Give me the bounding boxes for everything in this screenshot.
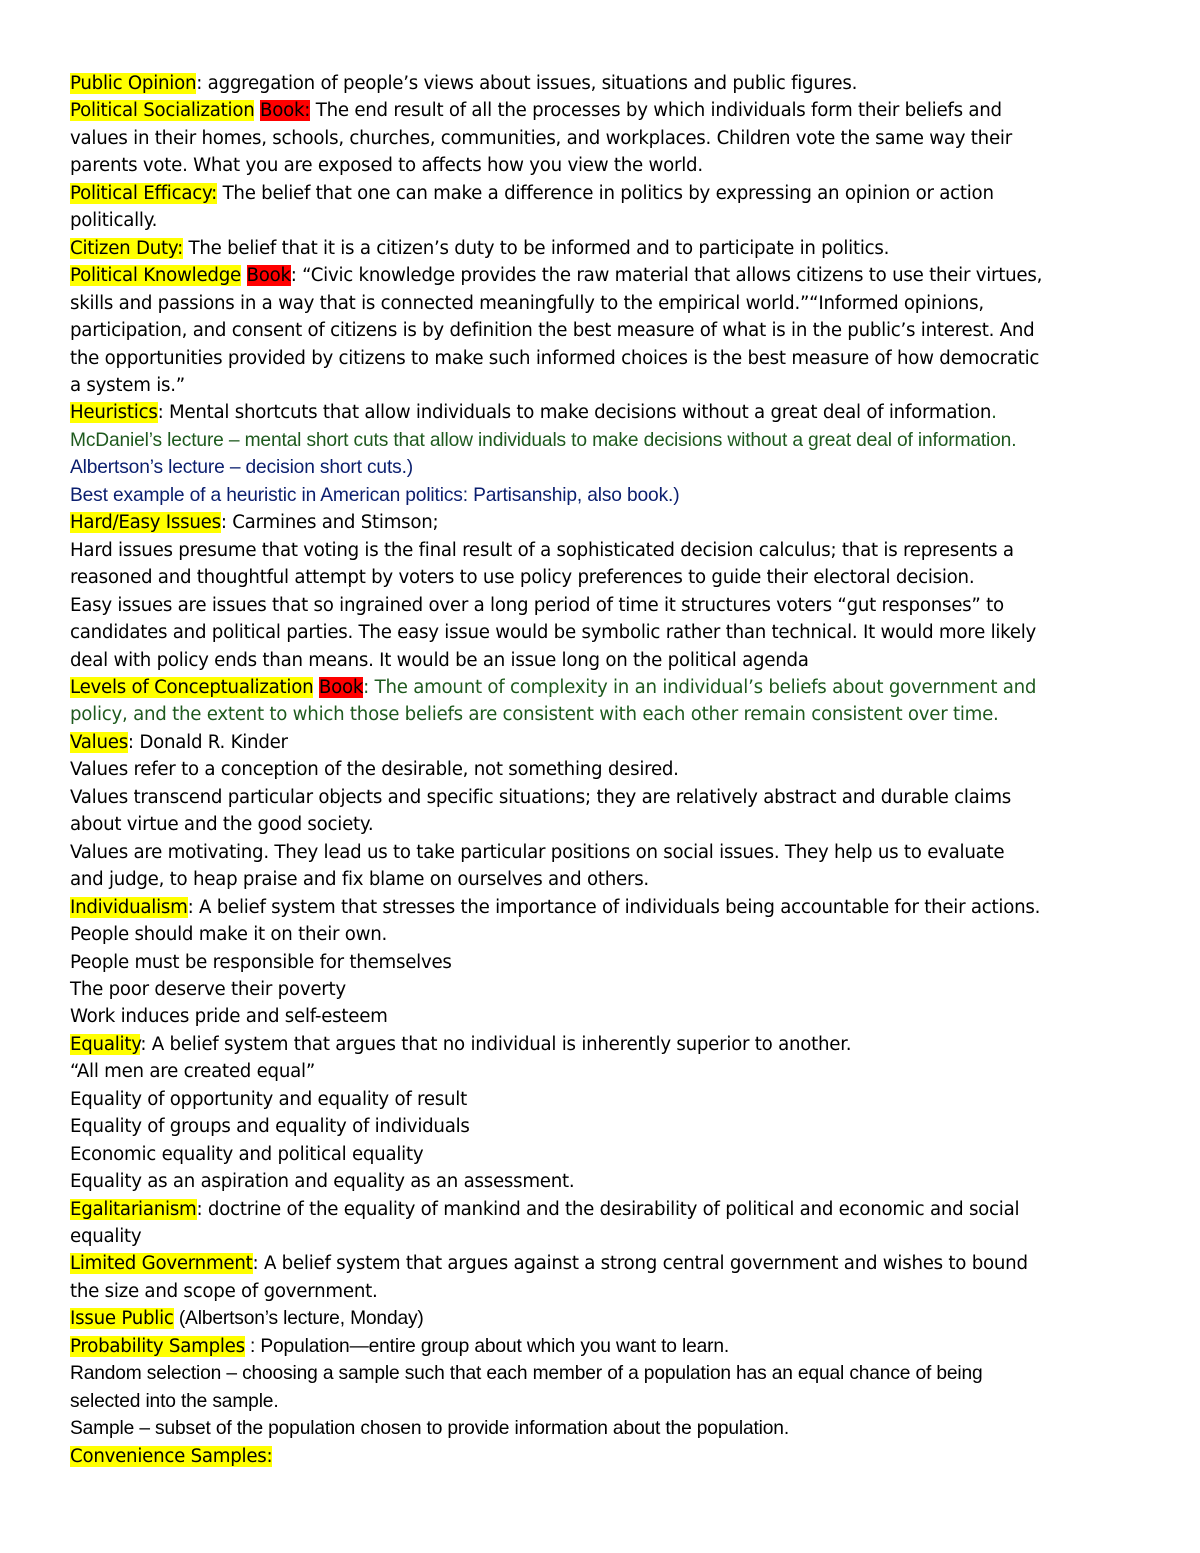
term-highlight: Levels of Conceptualization [70, 676, 314, 698]
text-run: Work induces pride and self-esteem [70, 1006, 388, 1028]
text-line [70, 1058, 1132, 1085]
text-run: about virtue and the good society. [70, 814, 374, 836]
text-run: Best example of a heuristic in American politics: Partisanship, also book.) [70, 484, 680, 506]
term-highlight: Probability Samples [70, 1335, 245, 1357]
text-line [70, 647, 1132, 674]
text-run: Equality of groups and equality of individuals [70, 1116, 470, 1138]
text-line [70, 207, 1132, 234]
text-line [70, 619, 1132, 646]
text-run: candidates and political parties. The easy issue would be symbolic rather than technical. It would more likely [70, 622, 1037, 644]
text-run: : The amount of complexity in an individual’s beliefs about government and [363, 676, 1037, 698]
text-line [70, 1141, 1132, 1168]
text-line [70, 564, 1132, 591]
text-line [70, 1113, 1132, 1140]
text-run: values in their homes, schools, churches, communities, and workplaces. Children vote the same way their [70, 127, 1012, 149]
text-line [70, 427, 1132, 454]
text-run: : “Civic knowledge provides the raw material that allows citizens to use their virtues, [290, 265, 1043, 287]
text-run: (Albertson’s lecture, Monday) [173, 1308, 424, 1330]
text-run: selected into the sample. [70, 1390, 279, 1412]
text-run: policy, and the extent to which those beliefs are consistent with each other remain consistent over time. [70, 704, 999, 726]
text-line [70, 592, 1132, 619]
text-line [70, 1360, 1132, 1387]
text-run: Random selection – choosing a sample such that each member of a population has an equal chance of being [70, 1363, 983, 1385]
text-run: : doctrine of the equality of mankind and the desirability of political and economic and social [196, 1198, 1020, 1220]
text-run: Hard issues presume that voting is the final result of a sophisticated decision calculus; that is represents a [70, 539, 1014, 561]
text-line [70, 1443, 1132, 1470]
text-line [70, 235, 1132, 262]
text-run: People should make it on their own. [70, 924, 388, 946]
text-run: : A belief system that argues that no individual is inherently superior to another. [140, 1033, 852, 1055]
term-highlight: Heuristics [70, 402, 158, 424]
text-run: Albertson’s lecture – decision short cuts.) [70, 457, 414, 479]
text-run: : Mental shortcuts that allow individuals to make decisions without a great deal of information [157, 402, 992, 424]
text-run: Equality as an aspiration and equality as an assessment. [70, 1171, 575, 1193]
text-run: the size and scope of government. [70, 1280, 378, 1302]
text-run: equality [70, 1226, 142, 1248]
term-highlight: Political Knowledge [70, 265, 241, 287]
text-run [241, 265, 247, 286]
text-line [70, 701, 1132, 728]
text-line [70, 317, 1132, 344]
text-run: : Population—entire group about which you want to learn. [244, 1335, 730, 1357]
text-run: the opportunities provided by citizens to make such informed choices is the best measure of how democratic [70, 347, 1040, 369]
term-highlight: Individualism [70, 896, 188, 918]
text-line [70, 1003, 1132, 1030]
text-run: Values are motivating. They lead us to take particular positions on social issues. They help us to evaluate [70, 841, 1005, 863]
text-line [70, 152, 1132, 179]
text-line [70, 921, 1132, 948]
text-line [70, 949, 1132, 976]
text-line [70, 866, 1132, 893]
text-run: Easy issues are issues that so ingrained over a long period of time it structures voters “gut responses” to [70, 594, 1004, 616]
text-line [70, 1305, 1132, 1332]
text-line [70, 784, 1132, 811]
text-run: The belief that it is a citizen’s duty to be informed and to participate in politics. [182, 237, 890, 259]
text-line [70, 1278, 1132, 1305]
text-run: : Donald R. Kinder [127, 731, 288, 753]
text-run: : A belief system that argues against a strong central government and wishes to bound [252, 1253, 1028, 1275]
term-highlight: Issue Public [70, 1308, 174, 1330]
text-run: : aggregation of people’s views about issues, situations and public figures. [196, 73, 858, 94]
text-line [70, 729, 1132, 756]
term-highlight: Equality [70, 1033, 141, 1055]
text-run: The poor deserve their poverty [70, 978, 346, 1000]
text-line [70, 1168, 1132, 1195]
term-highlight: Political Socialization [70, 100, 255, 122]
text-run: “All men are created equal” [70, 1061, 316, 1083]
text-run: skills and passions in a way that is connected meaningfully to the empirical world.”“Informed opinions, [70, 292, 984, 314]
term-highlight: Citizen Duty: [70, 237, 183, 259]
text-run: . [991, 402, 997, 424]
text-run: Sample – subset of the population chosen to provide information about the population. [70, 1418, 790, 1440]
text-run: and judge, to heap praise and fix blame on ourselves and others. [70, 869, 649, 891]
text-line [70, 345, 1132, 372]
text-run: reasoned and thoughtful attempt by voters to use policy preferences to guide their electoral decision. [70, 567, 975, 589]
book-tag: Book [318, 676, 364, 698]
term-highlight: Public Opinion [70, 73, 197, 94]
text-line [70, 125, 1132, 152]
text-run: People must be responsible for themselves [70, 951, 452, 973]
term-highlight: Egalitarianism [70, 1198, 197, 1220]
text-line [70, 894, 1132, 921]
text-line [70, 372, 1132, 399]
text-run: Values refer to a conception of the desirable, not something desired. [70, 759, 679, 781]
text-line [70, 1196, 1132, 1223]
term-highlight: Convenience Samples: [70, 1445, 273, 1467]
text-run: McDaniel’s lecture – mental short cuts that allow individuals to make decisions without a great deal of information. [70, 429, 1017, 451]
text-run: deal with policy ends than means. It would be an issue long on the political agenda [70, 649, 809, 671]
text-run: a system is.” [70, 374, 185, 396]
book-tag: Book [246, 265, 291, 287]
text-line [70, 976, 1132, 1003]
text-run: politically. [70, 210, 158, 232]
text-line [70, 839, 1132, 866]
text-run: Economic equality and political equality [70, 1143, 424, 1165]
text-line [70, 674, 1132, 701]
text-line [70, 1086, 1132, 1113]
text-line [70, 537, 1132, 564]
text-line [70, 1388, 1132, 1415]
text-line [70, 1333, 1132, 1360]
term-highlight: Limited Government [70, 1253, 253, 1275]
notes-body [70, 70, 1132, 1470]
text-line [70, 290, 1132, 317]
text-line [70, 756, 1132, 783]
text-line [70, 1031, 1132, 1058]
text-line [70, 454, 1132, 481]
term-highlight: Political Efficacy: [70, 182, 218, 204]
text-run: participation, and consent of citizens is by definition the best measure of what is in the public’s interest. And [70, 320, 1035, 342]
text-line [70, 262, 1132, 289]
text-line [70, 1223, 1132, 1250]
text-run: : A belief system that stresses the importance of individuals being accountable for their actions. [187, 896, 1041, 918]
text-run: The end result of all the processes by which individuals form their beliefs and [310, 100, 1002, 122]
text-line [70, 97, 1132, 124]
text-run: The belief that one can make a difference in politics by expressing an opinion or action [217, 182, 994, 204]
text-line [70, 1415, 1132, 1442]
text-run: Equality of opportunity and equality of result [70, 1088, 467, 1110]
text-run: parents vote. What you are exposed to affects how you view the world. [70, 155, 703, 177]
text-line [70, 399, 1132, 426]
term-highlight: Hard/Easy Issues [70, 512, 221, 534]
text-line [70, 482, 1132, 509]
text-line [70, 1250, 1132, 1277]
book-tag: Book: [260, 100, 311, 122]
text-line [70, 180, 1132, 207]
text-line [70, 70, 1132, 97]
text-line [70, 811, 1132, 838]
term-highlight: Values [70, 731, 128, 753]
text-line [70, 509, 1132, 536]
text-run: Values transcend particular objects and specific situations; they are relatively abstract and durable claims [70, 786, 1012, 808]
text-run: : Carmines and Stimson; [220, 512, 439, 534]
